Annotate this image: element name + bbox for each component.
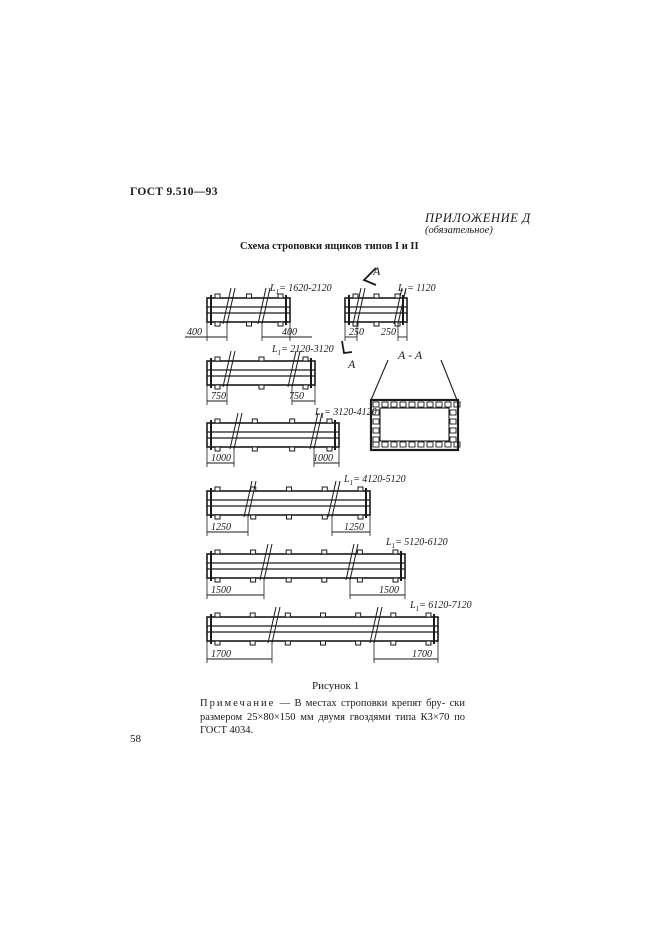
- note-lead: Примечание: [200, 698, 276, 709]
- sling-line: [353, 288, 361, 324]
- offset-label-right: 400: [282, 327, 297, 338]
- offset-label-right: 1250: [344, 522, 364, 533]
- note: [200, 697, 465, 738]
- length-range: = 4120-5120: [353, 474, 406, 485]
- section-mark-lower: [342, 341, 356, 371]
- section-mark-upper-letter: A: [373, 264, 381, 278]
- box-top-block: [290, 419, 295, 423]
- document-code: ГОСТ 9.510—93: [130, 186, 218, 198]
- length-symbol: L: [410, 600, 416, 611]
- section-hatch: [373, 402, 460, 447]
- section-hatch-cell: [445, 442, 451, 447]
- section-hatch-cell: [427, 442, 433, 447]
- section-hatch-cell: [373, 428, 379, 433]
- box-bottom-block: [215, 641, 220, 645]
- length-label: [271, 344, 334, 357]
- scheme-title: Схема строповки ящиков типов I и II: [240, 241, 419, 252]
- figure-caption: Рисунок 1: [312, 680, 360, 692]
- sling-line: [332, 481, 340, 517]
- length-subscript: 1: [403, 288, 408, 296]
- box-bottom-block: [322, 578, 327, 582]
- sling-line: [248, 481, 256, 517]
- sling-line: [223, 351, 231, 387]
- sling-line: [227, 288, 235, 324]
- box-top-block: [215, 487, 220, 491]
- box-top-block: [327, 419, 332, 423]
- length-symbol: L: [270, 283, 276, 294]
- offset-label-left: 1000: [211, 453, 231, 464]
- box-top-block: [353, 294, 358, 298]
- section-hatch-cell: [436, 442, 442, 447]
- box-top-block: [252, 419, 257, 423]
- offset-label-left: 250: [349, 327, 364, 338]
- length-label: [269, 283, 332, 296]
- section-hatch-cell: [450, 437, 456, 442]
- sling-line: [357, 288, 365, 324]
- box-top-block: [322, 487, 327, 491]
- section-hatch-cell: [400, 402, 406, 407]
- section-hatch-cell: [418, 442, 424, 447]
- sling-line: [350, 544, 358, 580]
- length-symbol: L: [398, 283, 404, 294]
- note-text: — В местах строповки крепят бру- ски размером 25×80×150 мм двумя гвоздями типа К3×70 по ГОСТ 4034.: [200, 698, 465, 736]
- section-hatch-cell: [382, 402, 388, 407]
- length-label: [397, 283, 436, 296]
- length-range: = 1620-2120: [279, 283, 332, 294]
- box-bottom-block: [250, 641, 255, 645]
- length-symbol: L: [315, 407, 321, 418]
- section-hatch-cell: [450, 410, 456, 415]
- box-bottom-block: [215, 578, 220, 582]
- box-bottom-block: [215, 515, 220, 519]
- length-range: = 6120-7120: [419, 600, 472, 611]
- box-bottom-block: [285, 641, 290, 645]
- box-top-block: [356, 613, 361, 617]
- section-hatch-cell: [445, 402, 451, 407]
- box-bottom-block: [251, 578, 256, 582]
- offset-label-left: 400: [187, 327, 202, 338]
- offset-label-right: 1000: [313, 453, 333, 464]
- box-top-block: [215, 550, 220, 554]
- section-hatch-cell: [427, 402, 433, 407]
- section-hatch-cell: [400, 442, 406, 447]
- sling-line: [258, 288, 266, 324]
- length-label: [385, 537, 448, 550]
- sling-line: [374, 607, 382, 643]
- section-hatch-cell: [382, 442, 388, 447]
- box-top-block: [287, 487, 292, 491]
- box-bottom-block: [215, 322, 220, 326]
- box-bottom-block: [259, 385, 264, 389]
- box-bottom-block: [374, 322, 379, 326]
- sling-line: [244, 481, 252, 517]
- box-top-block: [321, 613, 326, 617]
- box-bottom-block: [286, 578, 291, 582]
- appendix-title: ПРИЛОЖЕНИЕ Д: [425, 211, 531, 225]
- length-label: [314, 407, 377, 420]
- length-subscript: 1: [320, 412, 325, 420]
- box-1: [185, 283, 332, 341]
- box-bottom-block: [393, 578, 398, 582]
- box-bottom-block: [247, 322, 252, 326]
- sling-line: [230, 413, 238, 449]
- box-top-block: [426, 613, 431, 617]
- sling-line: [223, 288, 231, 324]
- box-top-block: [215, 294, 220, 298]
- box-top-block: [215, 613, 220, 617]
- sling-line: [310, 413, 318, 449]
- box-bottom-block: [391, 641, 396, 645]
- sling-line: [292, 351, 300, 387]
- box-bottom-block: [215, 385, 220, 389]
- section-hatch-cell: [391, 402, 397, 407]
- box-top-block: [250, 613, 255, 617]
- section-hatch-cell: [418, 402, 424, 407]
- sling-line: [234, 413, 242, 449]
- box-bottom-block: [358, 515, 363, 519]
- section-mark-upper: [364, 264, 381, 285]
- section-mark-lower-letter: A: [348, 357, 356, 371]
- offset-label-right: 750: [289, 391, 304, 402]
- section-hatch-cell: [373, 437, 379, 442]
- box-top-block: [285, 613, 290, 617]
- length-label: [409, 600, 472, 613]
- appendix-status: (обязательное): [425, 225, 493, 236]
- length-range: = 2120-3120: [281, 344, 334, 355]
- box-bottom-block: [303, 385, 308, 389]
- sling-line: [346, 544, 354, 580]
- length-symbol: L: [272, 344, 278, 355]
- box-6: [207, 537, 448, 599]
- box-3: [207, 344, 334, 405]
- page-number: 58: [130, 733, 141, 745]
- length-label: [343, 474, 406, 487]
- section-hatch-cell: [450, 419, 456, 424]
- box-bottom-block: [278, 322, 283, 326]
- box-2: [345, 283, 436, 341]
- sling-line: [260, 544, 268, 580]
- box-bottom-block: [322, 515, 327, 519]
- length-range: = 3120-4120: [324, 407, 377, 418]
- box-top-block: [322, 550, 327, 554]
- box-top-block: [215, 357, 220, 361]
- box-bottom-block: [357, 578, 362, 582]
- sling-line: [328, 481, 336, 517]
- offset-label-left: 750: [211, 391, 226, 402]
- length-subscript: 1: [275, 288, 280, 296]
- section-hatch-cell: [409, 402, 415, 407]
- box-top-block: [215, 419, 220, 423]
- sling-line: [268, 607, 276, 643]
- section-hatch-cell: [450, 428, 456, 433]
- offset-label-left: 1700: [211, 649, 231, 660]
- box-top-block: [391, 613, 396, 617]
- box-bottom-block: [290, 447, 295, 451]
- sling-line: [370, 607, 378, 643]
- length-subscript: 1: [391, 542, 396, 550]
- box-bottom-block: [356, 641, 361, 645]
- box-frame: [207, 617, 438, 641]
- box-top-block: [251, 550, 256, 554]
- sling-line: [272, 607, 280, 643]
- length-symbol: L: [386, 537, 392, 548]
- sling-line: [264, 544, 272, 580]
- box-bottom-block: [321, 641, 326, 645]
- offset-label-right: 1500: [379, 585, 399, 596]
- offset-label-left: 1250: [211, 522, 231, 533]
- length-range: = 5120-6120: [395, 537, 448, 548]
- box-5: [207, 474, 406, 536]
- section-hatch-cell: [436, 402, 442, 407]
- box-top-block: [303, 357, 308, 361]
- box-bottom-block: [215, 447, 220, 451]
- box-top-block: [259, 357, 264, 361]
- section-hatch-cell: [409, 442, 415, 447]
- offset-label-right: 250: [381, 327, 396, 338]
- length-subscript: 1: [277, 349, 282, 357]
- length-symbol: L: [344, 474, 350, 485]
- box-top-block: [247, 294, 252, 298]
- offset-label-left: 1500: [211, 585, 231, 596]
- box-frame: [207, 491, 370, 515]
- box-frame: [207, 361, 315, 385]
- section-label: A - A: [398, 348, 423, 362]
- sling-line: [227, 351, 235, 387]
- sling-line: [262, 288, 270, 324]
- box-bottom-block: [395, 322, 400, 326]
- length-range: = 1120: [407, 283, 436, 294]
- sling-line: [288, 351, 296, 387]
- boxes-layer: [185, 283, 472, 663]
- box-bottom-block: [251, 515, 256, 519]
- box-top-block: [393, 550, 398, 554]
- box-top-block: [395, 294, 400, 298]
- length-subscript: 1: [415, 605, 420, 613]
- box-frame: [207, 554, 405, 578]
- box-4: [207, 407, 377, 467]
- box-top-block: [374, 294, 379, 298]
- box-bottom-block: [327, 447, 332, 451]
- box-top-block: [358, 487, 363, 491]
- section-hatch-cell: [373, 442, 379, 447]
- length-subscript: 1: [349, 479, 354, 487]
- box-top-block: [357, 550, 362, 554]
- box-top-block: [286, 550, 291, 554]
- box-7: [207, 600, 472, 663]
- box-bottom-block: [252, 447, 257, 451]
- section-hatch-cell: [373, 419, 379, 424]
- section-hatch-cell: [391, 442, 397, 447]
- box-bottom-block: [287, 515, 292, 519]
- offset-label-right: 1700: [412, 649, 432, 660]
- box-bottom-block: [426, 641, 431, 645]
- box-frame: [207, 298, 290, 322]
